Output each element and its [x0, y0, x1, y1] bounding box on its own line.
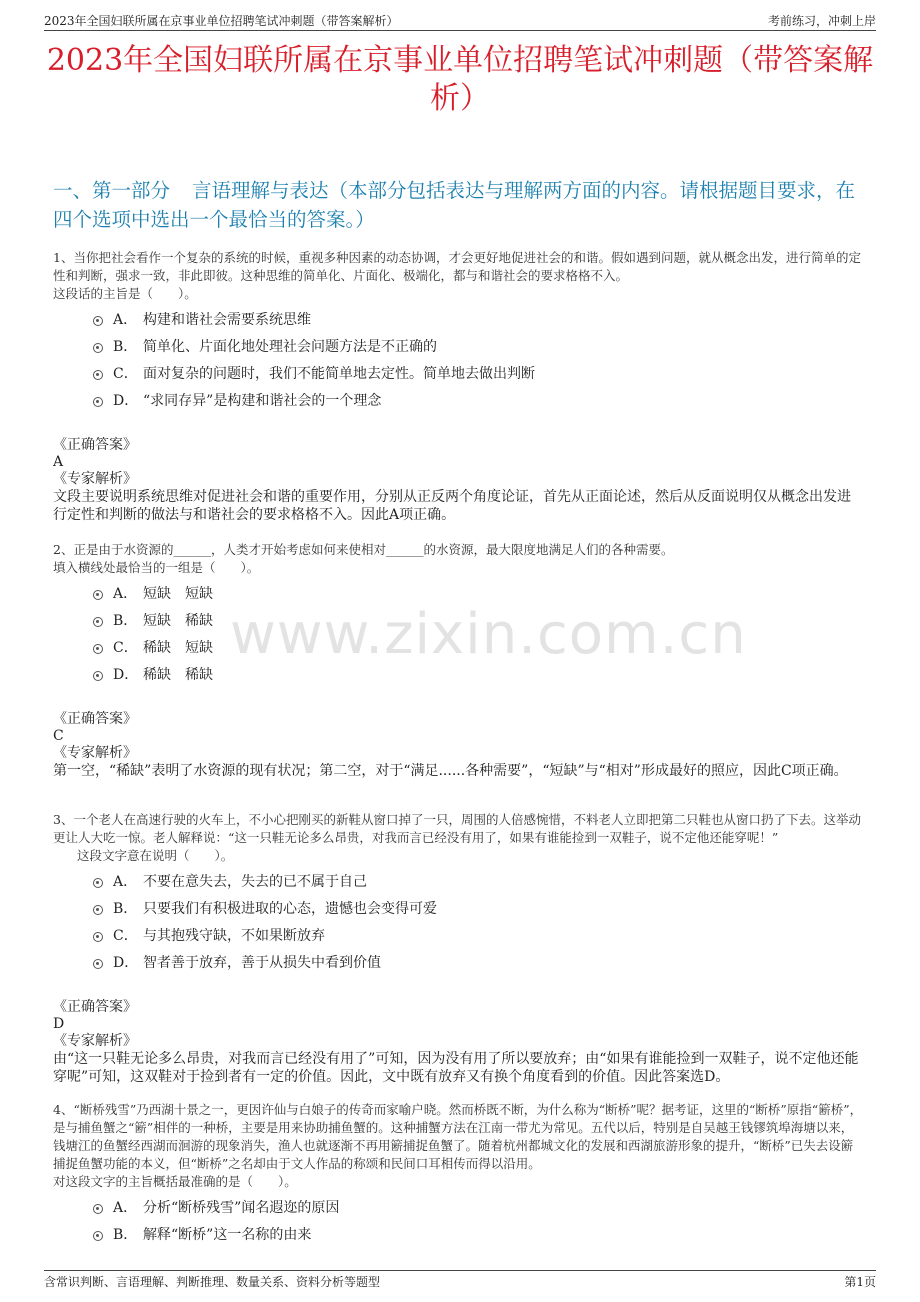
question-4 — [53, 1101, 864, 1249]
answer-value: C — [53, 728, 64, 744]
option-c[interactable] — [53, 361, 864, 388]
analysis-text: 由“这一只鞋无论多么昂贵，对我而言已经没有用了”可知，因为没有用了所以要放弃；由“如果有谁能捡到一双鞋子，说不定他还能穿呢”可知，这双鞋对于捡到者有一定的价值。因此，文中既有放弃又有换个角度看到的价值。因此答案选D。 — [53, 1051, 859, 1085]
question-stem — [53, 249, 864, 303]
question-prompt: 填入横线处最恰当的一组是（ ）。 — [53, 560, 260, 575]
section-heading — [53, 176, 864, 234]
option-text: 与其抱残守缺，不如果断放弃 — [143, 928, 325, 944]
section-prefix: 一、第一部分 — [53, 179, 171, 202]
option-letter: D． — [113, 393, 139, 409]
option-letter: B． — [113, 613, 138, 629]
question-text: 1、当你把社会看作一个复杂的系统的时候，重视多种因素的动态协调，才会更好地促进社会的和谐。假如遇到问题，就从概念出发，进行简单的定性和判断，强求一致，非此即彼。这种思维的简单化、片面化、极端化，都与和谐社会的要求格格不入。 — [53, 250, 861, 283]
answer-block — [53, 437, 864, 524]
option-a[interactable] — [53, 869, 864, 896]
page-footer — [44, 1270, 876, 1291]
option-b[interactable] — [53, 608, 864, 635]
section-text: 言语理解与表达（本部分包括表达与理解两方面的内容。请根据题目要求，在四个选项中选出一个最恰当的答案。） — [53, 179, 856, 231]
question-text: 3、一个老人在高速行驶的火车上，不小心把刚买的新鞋从窗口掉了一只，周围的人倍感惋惜，不料老人立即把第二只鞋也从窗口扔了下去。这举动更让人大吃一惊。老人解释说：“这一只鞋无论多么昂贵，对我而言已经没有用了，如果有谁能捡到一双鞋子，说不定他还能穿呢！” — [53, 812, 861, 845]
option-text: 分析“断桥残雪”闻名遐迩的原因 — [143, 1200, 340, 1216]
option-d[interactable] — [53, 388, 864, 415]
answer-label: 《正确答案》 — [53, 437, 137, 453]
answer-label: 《正确答案》 — [53, 711, 137, 727]
radio-icon[interactable] — [93, 932, 103, 942]
radio-icon[interactable] — [93, 343, 103, 353]
option-c[interactable] — [53, 635, 864, 662]
radio-icon[interactable] — [93, 617, 103, 627]
option-letter: D． — [113, 955, 139, 971]
option-b[interactable] — [53, 1222, 864, 1249]
option-text: 面对复杂的问题时，我们不能简单地去定性。简单地去做出判断 — [143, 366, 535, 382]
question-1 — [53, 249, 864, 524]
option-d[interactable] — [53, 950, 864, 977]
radio-icon[interactable] — [93, 370, 103, 380]
radio-icon[interactable] — [93, 590, 103, 600]
analysis-text: 第一空，“稀缺”表明了水资源的现有状况；第二空，对于“满足......各种需要”，“短缺”与“相对”形成最好的照应，因此C项正确。 — [53, 763, 848, 779]
option-text: 智者善于放弃，善于从损失中看到价值 — [143, 955, 381, 971]
option-text: 稀缺 稀缺 — [143, 667, 213, 683]
page-title: 2023年全国妇联所属在京事业单位招聘笔试冲刺题（带答案解析） — [46, 43, 874, 116]
question-stem — [53, 541, 864, 577]
question-2 — [53, 541, 864, 780]
header-slogan: 考前练习，冲刺上岸 — [767, 14, 876, 28]
option-letter: B． — [113, 339, 138, 355]
radio-icon[interactable] — [93, 905, 103, 915]
answer-value: D — [53, 1016, 65, 1032]
option-letter: A． — [113, 874, 138, 890]
analysis-label: 《专家解析》 — [53, 745, 137, 761]
option-letter: B． — [113, 901, 138, 917]
question-stem — [53, 1101, 864, 1191]
option-list — [53, 581, 864, 689]
option-a[interactable] — [53, 1195, 864, 1222]
option-list — [53, 1195, 864, 1249]
radio-icon[interactable] — [93, 671, 103, 681]
footer-question-types: 含常识判断、言语理解、判断推理、数量关系、资料分析等题型 — [44, 1275, 381, 1289]
option-text: 只要我们有积极进取的心态，遗憾也会变得可爱 — [143, 901, 437, 917]
header-doc-title: 2023年全国妇联所属在京事业单位招聘笔试冲刺题（带答案解析） — [44, 14, 399, 28]
answer-block — [53, 711, 864, 780]
option-text: 构建和谐社会需要系统思维 — [143, 312, 311, 328]
option-letter: C． — [113, 366, 138, 382]
watermark: www.zixin.com.cn — [230, 602, 747, 667]
option-letter: B． — [113, 1227, 138, 1243]
radio-icon[interactable] — [93, 316, 103, 326]
option-text: 解释“断桥”这一名称的由来 — [143, 1227, 312, 1243]
radio-icon[interactable] — [93, 1231, 103, 1241]
analysis-text: 文段主要说明系统思维对促进社会和谐的重要作用，分别从正反两个角度论证，首先从正面论述，然后从反面说明仅从概念出发进行定性和判断的做法与和谐社会的要求格格不入。因此A项正确。 — [53, 489, 851, 523]
option-letter: C． — [113, 640, 138, 656]
option-text: 不要在意失去，失去的已不属于自己 — [143, 874, 367, 890]
option-letter: A． — [113, 1200, 138, 1216]
option-a[interactable] — [53, 581, 864, 608]
page-number: 第1页 — [844, 1275, 876, 1289]
question-prompt: 这段文字意在说明（ ）。 — [77, 848, 234, 863]
radio-icon[interactable] — [93, 1204, 103, 1214]
option-a[interactable] — [53, 307, 864, 334]
question-prompt: 这段话的主旨是（ ）。 — [53, 286, 197, 301]
question-stem — [53, 811, 864, 865]
question-text: 2、正是由于水资源的______，人类才开始考虑如何来使相对______的水资源，最大限度地满足人们的各种需要。 — [53, 542, 674, 557]
option-text: “求同存异”是构建和谐社会的一个理念 — [143, 393, 382, 409]
option-letter: C． — [113, 928, 138, 944]
page-header — [44, 10, 876, 31]
answer-block — [53, 999, 864, 1086]
option-text: 稀缺 短缺 — [143, 640, 213, 656]
radio-icon[interactable] — [93, 878, 103, 888]
option-letter: A． — [113, 586, 138, 602]
question-text: 4、“断桥残雪”乃西湖十景之一，更因许仙与白娘子的传奇而家喻户晓。然而桥既不断，为什么称为“断桥”呢？据考证，这里的“断桥”原指“簖桥”，是与捕鱼蟹之“簖”相伴的一种桥，主要是用来协助捕鱼蟹的。这种捕蟹方法在江南一带尤为常见。五代以后，特别是自吴越王钱镠筑埠海塘以来，钱塘江的鱼蟹经西湖而洄游的现象消失，渔人也就逐渐不再用簖捕捉鱼蟹了。随着杭州都城文化的发展和西湖旅游形象的提升，“断桥”已失去设簖捕捉鱼蟹功能的本义，但“断桥”之名却由于文人作品的称颂和民间口耳相传而得以沿用。 — [53, 1102, 863, 1171]
analysis-label: 《专家解析》 — [53, 1033, 137, 1049]
option-list — [53, 869, 864, 977]
analysis-label: 《专家解析》 — [53, 471, 137, 487]
option-b[interactable] — [53, 896, 864, 923]
radio-icon[interactable] — [93, 397, 103, 407]
radio-icon[interactable] — [93, 959, 103, 969]
option-b[interactable] — [53, 334, 864, 361]
option-letter: A． — [113, 312, 138, 328]
option-text: 简单化、片面化地处理社会问题方法是不正确的 — [143, 339, 437, 355]
answer-label: 《正确答案》 — [53, 999, 137, 1015]
option-letter: D． — [113, 667, 139, 683]
option-d[interactable] — [53, 662, 864, 689]
option-text: 短缺 稀缺 — [143, 613, 213, 629]
question-3 — [53, 811, 864, 1086]
answer-value: A — [53, 454, 64, 470]
option-list — [53, 307, 864, 415]
radio-icon[interactable] — [93, 644, 103, 654]
question-prompt: 对这段文字的主旨概括最准确的是（ ）。 — [53, 1174, 297, 1189]
option-c[interactable] — [53, 923, 864, 950]
option-text: 短缺 短缺 — [143, 586, 213, 602]
